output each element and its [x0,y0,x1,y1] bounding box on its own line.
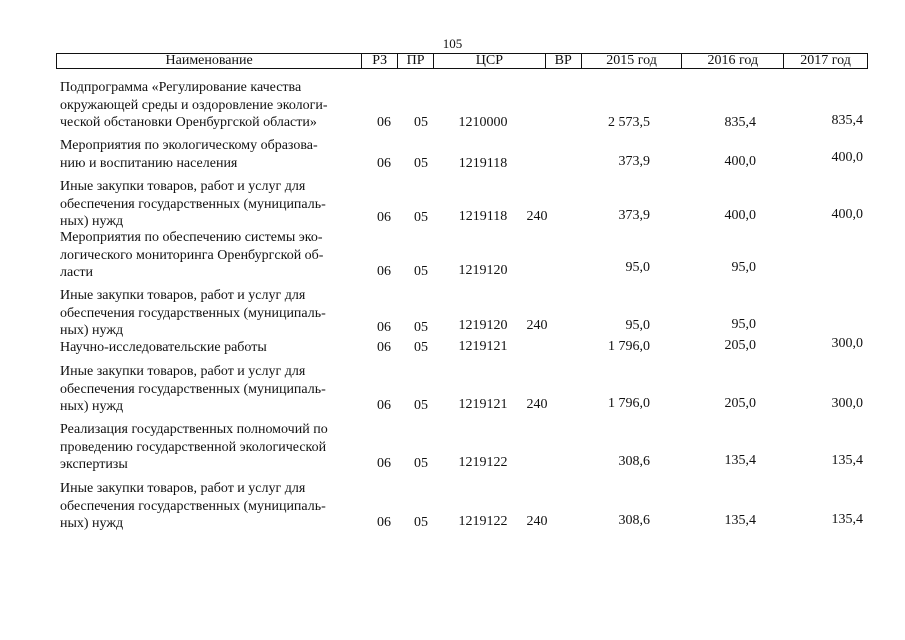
row-2015: 308,6 [618,513,650,528]
row-csr: 1219118 [458,156,508,171]
row-2015: 95,0 [625,318,650,333]
row-csr: 1219121 [458,339,508,354]
page-number: 105 [442,36,463,51]
row-rz: 06 [377,456,391,471]
row-2015: 2 573,5 [608,115,650,130]
row-2016: 205,0 [724,396,756,411]
row-csr: 1219122 [458,514,508,529]
row-2015: 1 796,0 [608,339,650,354]
row-rz: 06 [377,515,391,530]
header-2016: 2016 год [681,54,783,68]
row-pr: 05 [414,156,428,171]
header-2017: 2017 год [783,54,867,68]
header-name: Наименование [165,54,253,68]
row-name: Реализация государственных полномочий по проведению государственной экологической экспертизы [60,422,328,472]
row-2015: 95,0 [625,260,650,275]
row-name: Иные закупки товаров, работ и услуг для обеспечения государственных (муниципаль- ных) нужд [60,288,326,338]
row-vr: 240 [526,514,548,529]
row-2016: 95,0 [731,260,756,275]
row-2017: 135,4 [831,453,863,468]
row-2016: 205,0 [724,338,756,353]
row-2015: 308,6 [618,454,650,469]
row-2016: 135,4 [724,453,756,468]
row-vr: 240 [526,397,548,412]
row-csr: 1219120 [458,318,508,333]
row-csr: 1219122 [458,455,508,470]
row-2016: 400,0 [724,154,756,169]
row-rz: 06 [377,398,391,413]
row-2017: 135,4 [831,512,863,527]
row-name: Мероприятия по экологическому образова- нию и воспитанию населения [60,138,318,171]
row-name: Иные закупки товаров, работ и услуг для обеспечения государственных (муниципаль- ных) нужд [60,481,326,531]
row-rz: 06 [377,156,391,171]
row-vr: 240 [526,318,548,333]
row-name: Иные закупки товаров, работ и услуг для обеспечения государственных (муниципаль- ных) нужд [60,364,326,414]
row-rz: 06 [377,320,391,335]
row-rz: 06 [377,264,391,279]
row-csr: 1219118 [458,209,508,224]
row-2017: 300,0 [831,396,863,411]
row-2017: 835,4 [831,113,863,128]
row-2016: 835,4 [724,115,756,130]
row-2015: 1 796,0 [608,396,650,411]
header-rz: РЗ [361,54,397,68]
row-2015: 373,9 [618,208,650,223]
row-name: Подпрограмма «Регулирование качества окружающей среды и оздоровление экологи- ческой обстановки Оренбургской области» [60,80,328,130]
row-2015: 373,9 [618,154,650,169]
row-name: Мероприятия по обеспечению системы эко- логического мониторинга Оренбургской об- ласти [60,230,324,280]
row-pr: 05 [414,210,428,225]
row-pr: 05 [414,264,428,279]
row-pr: 05 [414,515,428,530]
row-pr: 05 [414,398,428,413]
row-pr: 05 [414,320,428,335]
row-2016: 400,0 [724,208,756,223]
row-2017: 300,0 [831,336,863,351]
row-name: Научно-исследовательские работы [60,340,267,355]
header-pr: ПР [397,54,433,68]
row-2017: 400,0 [831,150,863,165]
header-vr: ВР [545,54,581,68]
row-csr: 1219121 [458,397,508,412]
row-vr: 240 [526,209,548,224]
row-2017: 400,0 [831,207,863,222]
header-2015: 2015 год [581,54,682,68]
header-csr: ЦСР [433,54,545,68]
row-rz: 06 [377,210,391,225]
row-pr: 05 [414,115,428,130]
row-name: Иные закупки товаров, работ и услуг для обеспечения государственных (муниципаль- ных) нужд [60,179,326,229]
row-rz: 06 [377,115,391,130]
row-csr: 1219120 [458,263,508,278]
row-pr: 05 [414,456,428,471]
row-csr: 1210000 [458,115,508,130]
row-rz: 06 [377,340,391,355]
row-2016: 95,0 [731,317,756,332]
row-pr: 05 [414,340,428,355]
row-2016: 135,4 [724,513,756,528]
